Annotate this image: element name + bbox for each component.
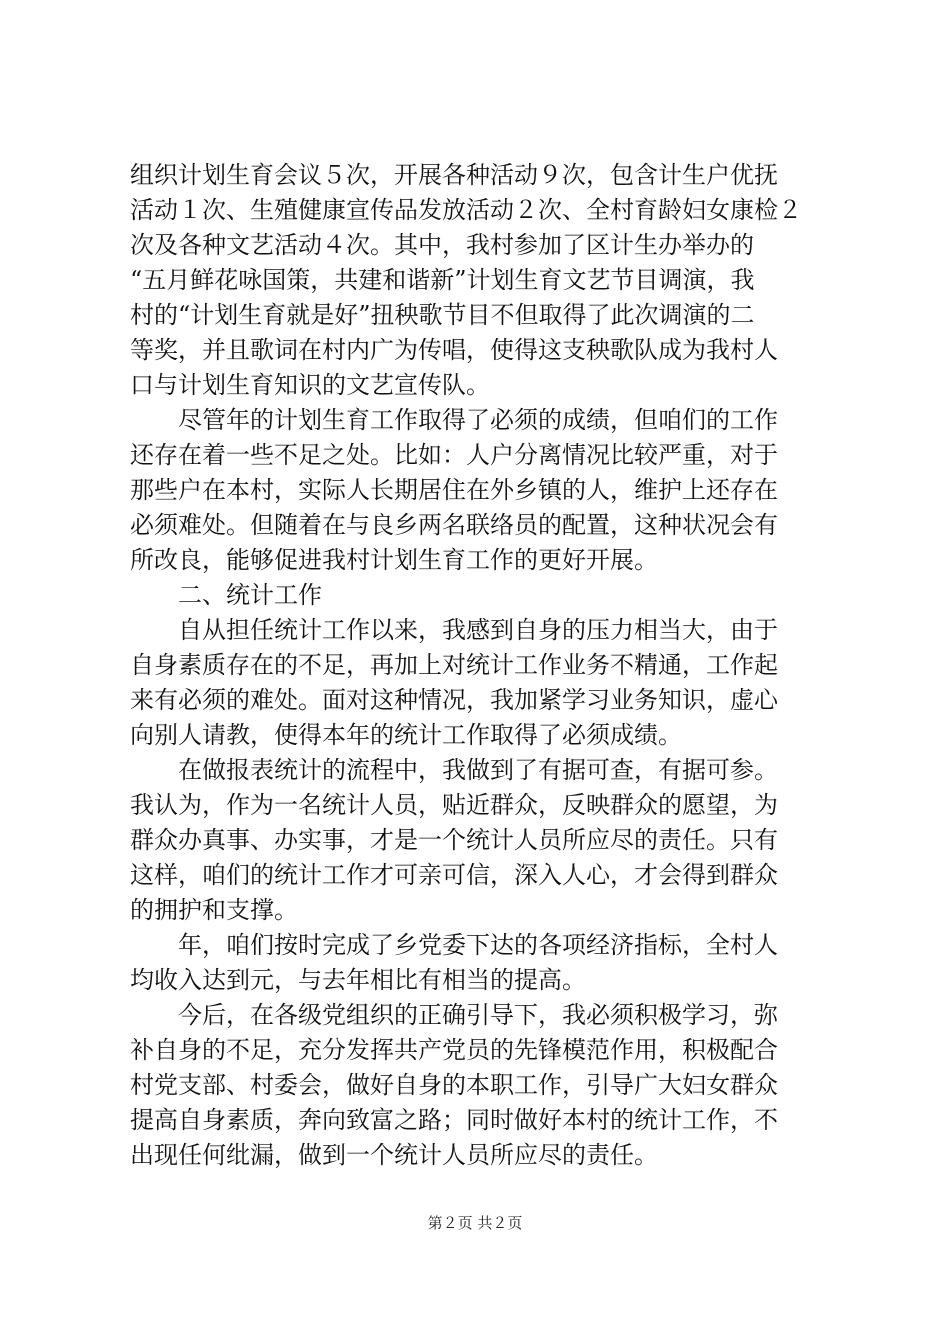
text-line: 补自身的不足，充分发挥共产党员的先锋模范作用，积极配合 [130, 1036, 778, 1064]
text-line: 次及各种文艺活动４次。其中，我村参加了区计生办举办的 [130, 231, 754, 259]
text-line: 所改良，能够促进我村计划生育工作的更好开展。 [130, 546, 658, 574]
page-number: 第２页 共２页 [427, 1214, 523, 1232]
text-line: 还存在着一些不足之处。比如：人户分离情况比较严重，对于 [130, 441, 778, 469]
text-line: 自身素质存在的不足，再加上对统计工作业务不精通，工作起 [130, 651, 778, 679]
text-line: 在做报表统计的流程中，我做到了有据可查，有据可参。 [130, 756, 778, 784]
text-line: “五月鲜花咏国策，共建和谐新”计划生育文艺节目调演，我 [130, 266, 755, 294]
text-line: 必须难处。但随着在与良乡两名联络员的配置，这种状况会有 [130, 511, 778, 539]
text-line: 村的“计划生育就是好”扭秧歌节目不但取得了此次调演的二 [130, 301, 755, 329]
text-line: 出现任何纰漏，做到一个统计人员所应尽的责任。 [130, 1141, 658, 1169]
text-line: 这样，咱们的统计工作才可亲可信，深入人心，才会得到群众 [130, 861, 778, 889]
text-line: 的拥护和支撑。 [130, 896, 298, 924]
text-line: 那些户在本村，实际人长期居住在外乡镇的人，维护上还存在 [130, 476, 778, 504]
text-line: 我认为，作为一名统计人员，贴近群众，反映群众的愿望，为 [130, 791, 778, 819]
text-line: 向别人请教，使得本年的统计工作取得了必须成绩。 [130, 721, 682, 749]
section-heading: 二、统计工作 [130, 581, 322, 609]
text-line: 自从担任统计工作以来，我感到自身的压力相当大，由于 [130, 616, 778, 644]
text-line: 提高自身素质，奔向致富之路；同时做好本村的统计工作，不 [130, 1106, 778, 1134]
text-line: 组织计划生育会议５次，开展各种活动９次，包含计生户优抚 [130, 161, 778, 189]
document-body [130, 158, 830, 1173]
text-line: 年，咱们按时完成了乡党委下达的各项经济指标，全村人 [130, 931, 778, 959]
text-line: 尽管年的计划生育工作取得了必须的成绩，但咱们的工作 [130, 406, 778, 434]
text-line: 口与计划生育知识的文艺宣传队。 [130, 371, 490, 399]
page-footer [0, 1213, 950, 1233]
text-line: 活动１次、生殖健康宣传品发放活动２次、全村育龄妇女康检２ [130, 196, 802, 224]
text-line: 群众办真事、办实事，才是一个统计人员所应尽的责任。只有 [130, 826, 778, 854]
text-line: 今后，在各级党组织的正确引导下，我必须积极学习，弥 [130, 1001, 778, 1029]
text-line: 均收入达到元，与去年相比有相当的提高。 [130, 966, 586, 994]
text-line: 村党支部、村委会，做好自身的本职工作，引导广大妇女群众 [130, 1071, 778, 1099]
text-line: 等奖，并且歌词在村内广为传唱，使得这支秧歌队成为我村人 [130, 336, 778, 364]
text-line: 来有必须的难处。面对这种情况，我加紧学习业务知识，虚心 [130, 686, 778, 714]
